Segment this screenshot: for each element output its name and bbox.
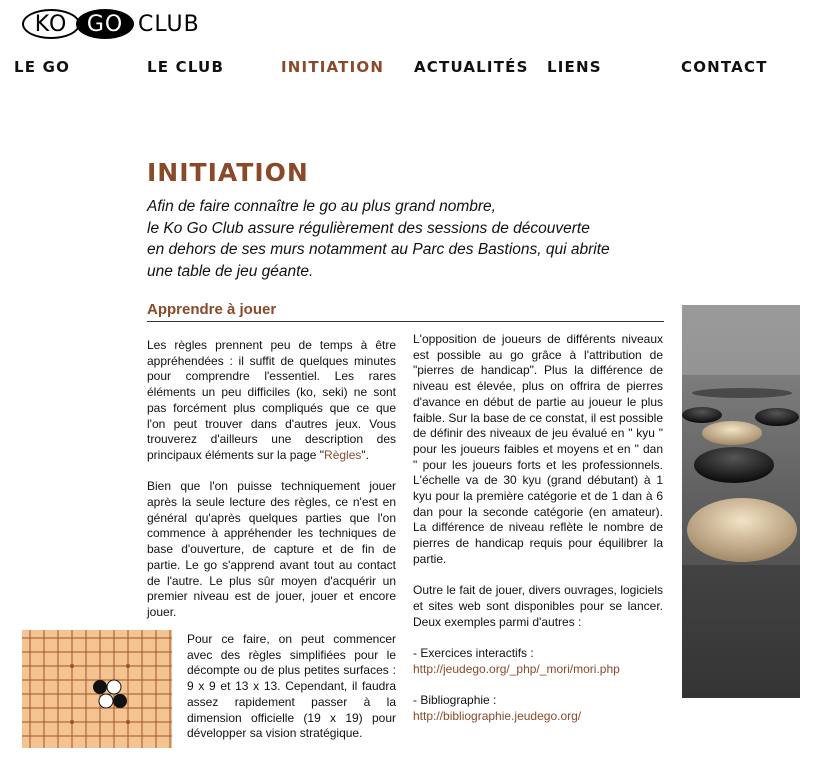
- nav-le-club[interactable]: LE CLUB: [147, 58, 225, 76]
- logo-go: GO: [76, 9, 134, 39]
- rules-link[interactable]: Règles: [324, 447, 362, 462]
- bibliography-link[interactable]: http://bibliographie.jeudego.org/: [413, 708, 582, 723]
- go-stones-photo: [682, 305, 800, 698]
- paragraph-resources: Outre le fait de jouer, divers ouvrages, logiciels et sites web sont disponibles pour se lancer. Deux exemples parmi d'autres :: [413, 583, 663, 629]
- left-column-bottom: [187, 632, 396, 758]
- right-column: [413, 332, 663, 725]
- paragraph-text: Les règles prennent peu de temps à être appréhendées : il suffit de quelques minutes pour comprendre l'essentiel. Les rares éléments un peu difficiles (ko, seki) ne sont pas forcément plus compliqués que ce que l'on peut trouver dans d'autres jeux. Vous trouverez d'ailleurs une description des principaux éléments sur la page ": [147, 338, 396, 462]
- example-label: - Bibliographie :: [413, 693, 497, 708]
- nav-le-go[interactable]: LE GO: [14, 58, 71, 76]
- go-board-illustration: [22, 630, 172, 748]
- intro-line: Afin de faire connaître le go au plus grand nombre,: [147, 198, 496, 215]
- nav-liens[interactable]: LIENS: [547, 58, 602, 76]
- exercises-link[interactable]: http://jeudego.org/_php/_mori/mori.php: [413, 661, 620, 676]
- example-exercises: [413, 646, 663, 677]
- example-label: - Exercices interactifs :: [413, 646, 534, 661]
- example-bibliography: [413, 693, 663, 724]
- intro-text: [147, 196, 667, 282]
- page-title: INITIATION: [147, 158, 309, 187]
- nav-actualites[interactable]: ACTUALITÉS: [414, 58, 529, 76]
- nav-initiation[interactable]: INITIATION: [281, 58, 385, 76]
- intro-line: une table de jeu géante.: [147, 262, 314, 280]
- site-logo[interactable]: [22, 6, 200, 42]
- intro-line: le Ko Go Club assure régulièrement des sessions de découverte: [147, 219, 590, 237]
- logo-ko: KO: [22, 9, 80, 39]
- nav-contact[interactable]: CONTACT: [681, 58, 768, 76]
- paragraph-start: Pour ce faire, on peut commencer avec des règles simplifiées pour le décompte ou de plus petites surfaces : 9 x 9 et 13 x 13. Cependant, il faudra assez rapidement passer à la dimension officielle (19 x 19) pour développer sa vision stratégique.: [187, 632, 396, 741]
- paragraph-text: ".: [361, 447, 369, 462]
- paragraph-practice: Bien que l'on puisse techniquement jouer après la seule lecture des règles, ce n'est en général qu'après quelques parties que l'on commence à appréhender les techniques de base d'ouverture, de capture et de fin de partie. Le go s'apprend avant tout au contact de l'autre. Le plus sûr moyen d'acquérir un premier niveau est de jouer, jouer et encore jouer.: [147, 479, 396, 619]
- logo-club: CLUB: [138, 11, 200, 37]
- intro-line: en dehors de ses murs notamment au Parc des Bastions, qui abrite: [147, 241, 610, 258]
- section-title: Apprendre à jouer: [147, 301, 277, 318]
- paragraph-handicap: L'opposition de joueurs de différents niveaux est possible au go grâce à l'attribution de "pierres de handicap". Plus la différence de niveau est élevée, plus on offrira de pierres d'avance en début de partie au joueur le plus faible. Sur la base de ce constat, il est possible de définir des niveaux de jeu évalué en " kyu " pour les joueurs faibles et moyens et en " dan " pour les joueurs forts et les professionnels. L'échelle va de 30 kyu (grand débutant) à 1 kyu pour la première catégorie et de 1 dan à 6 dan pour la seconde catégorie (en amateur). La différence de niveau reflète le nombre de pierres de handicap requis pour équilibrer la partie.: [413, 332, 663, 566]
- paragraph-rules: [147, 338, 396, 464]
- section-divider: [147, 321, 664, 322]
- left-column: [147, 338, 396, 636]
